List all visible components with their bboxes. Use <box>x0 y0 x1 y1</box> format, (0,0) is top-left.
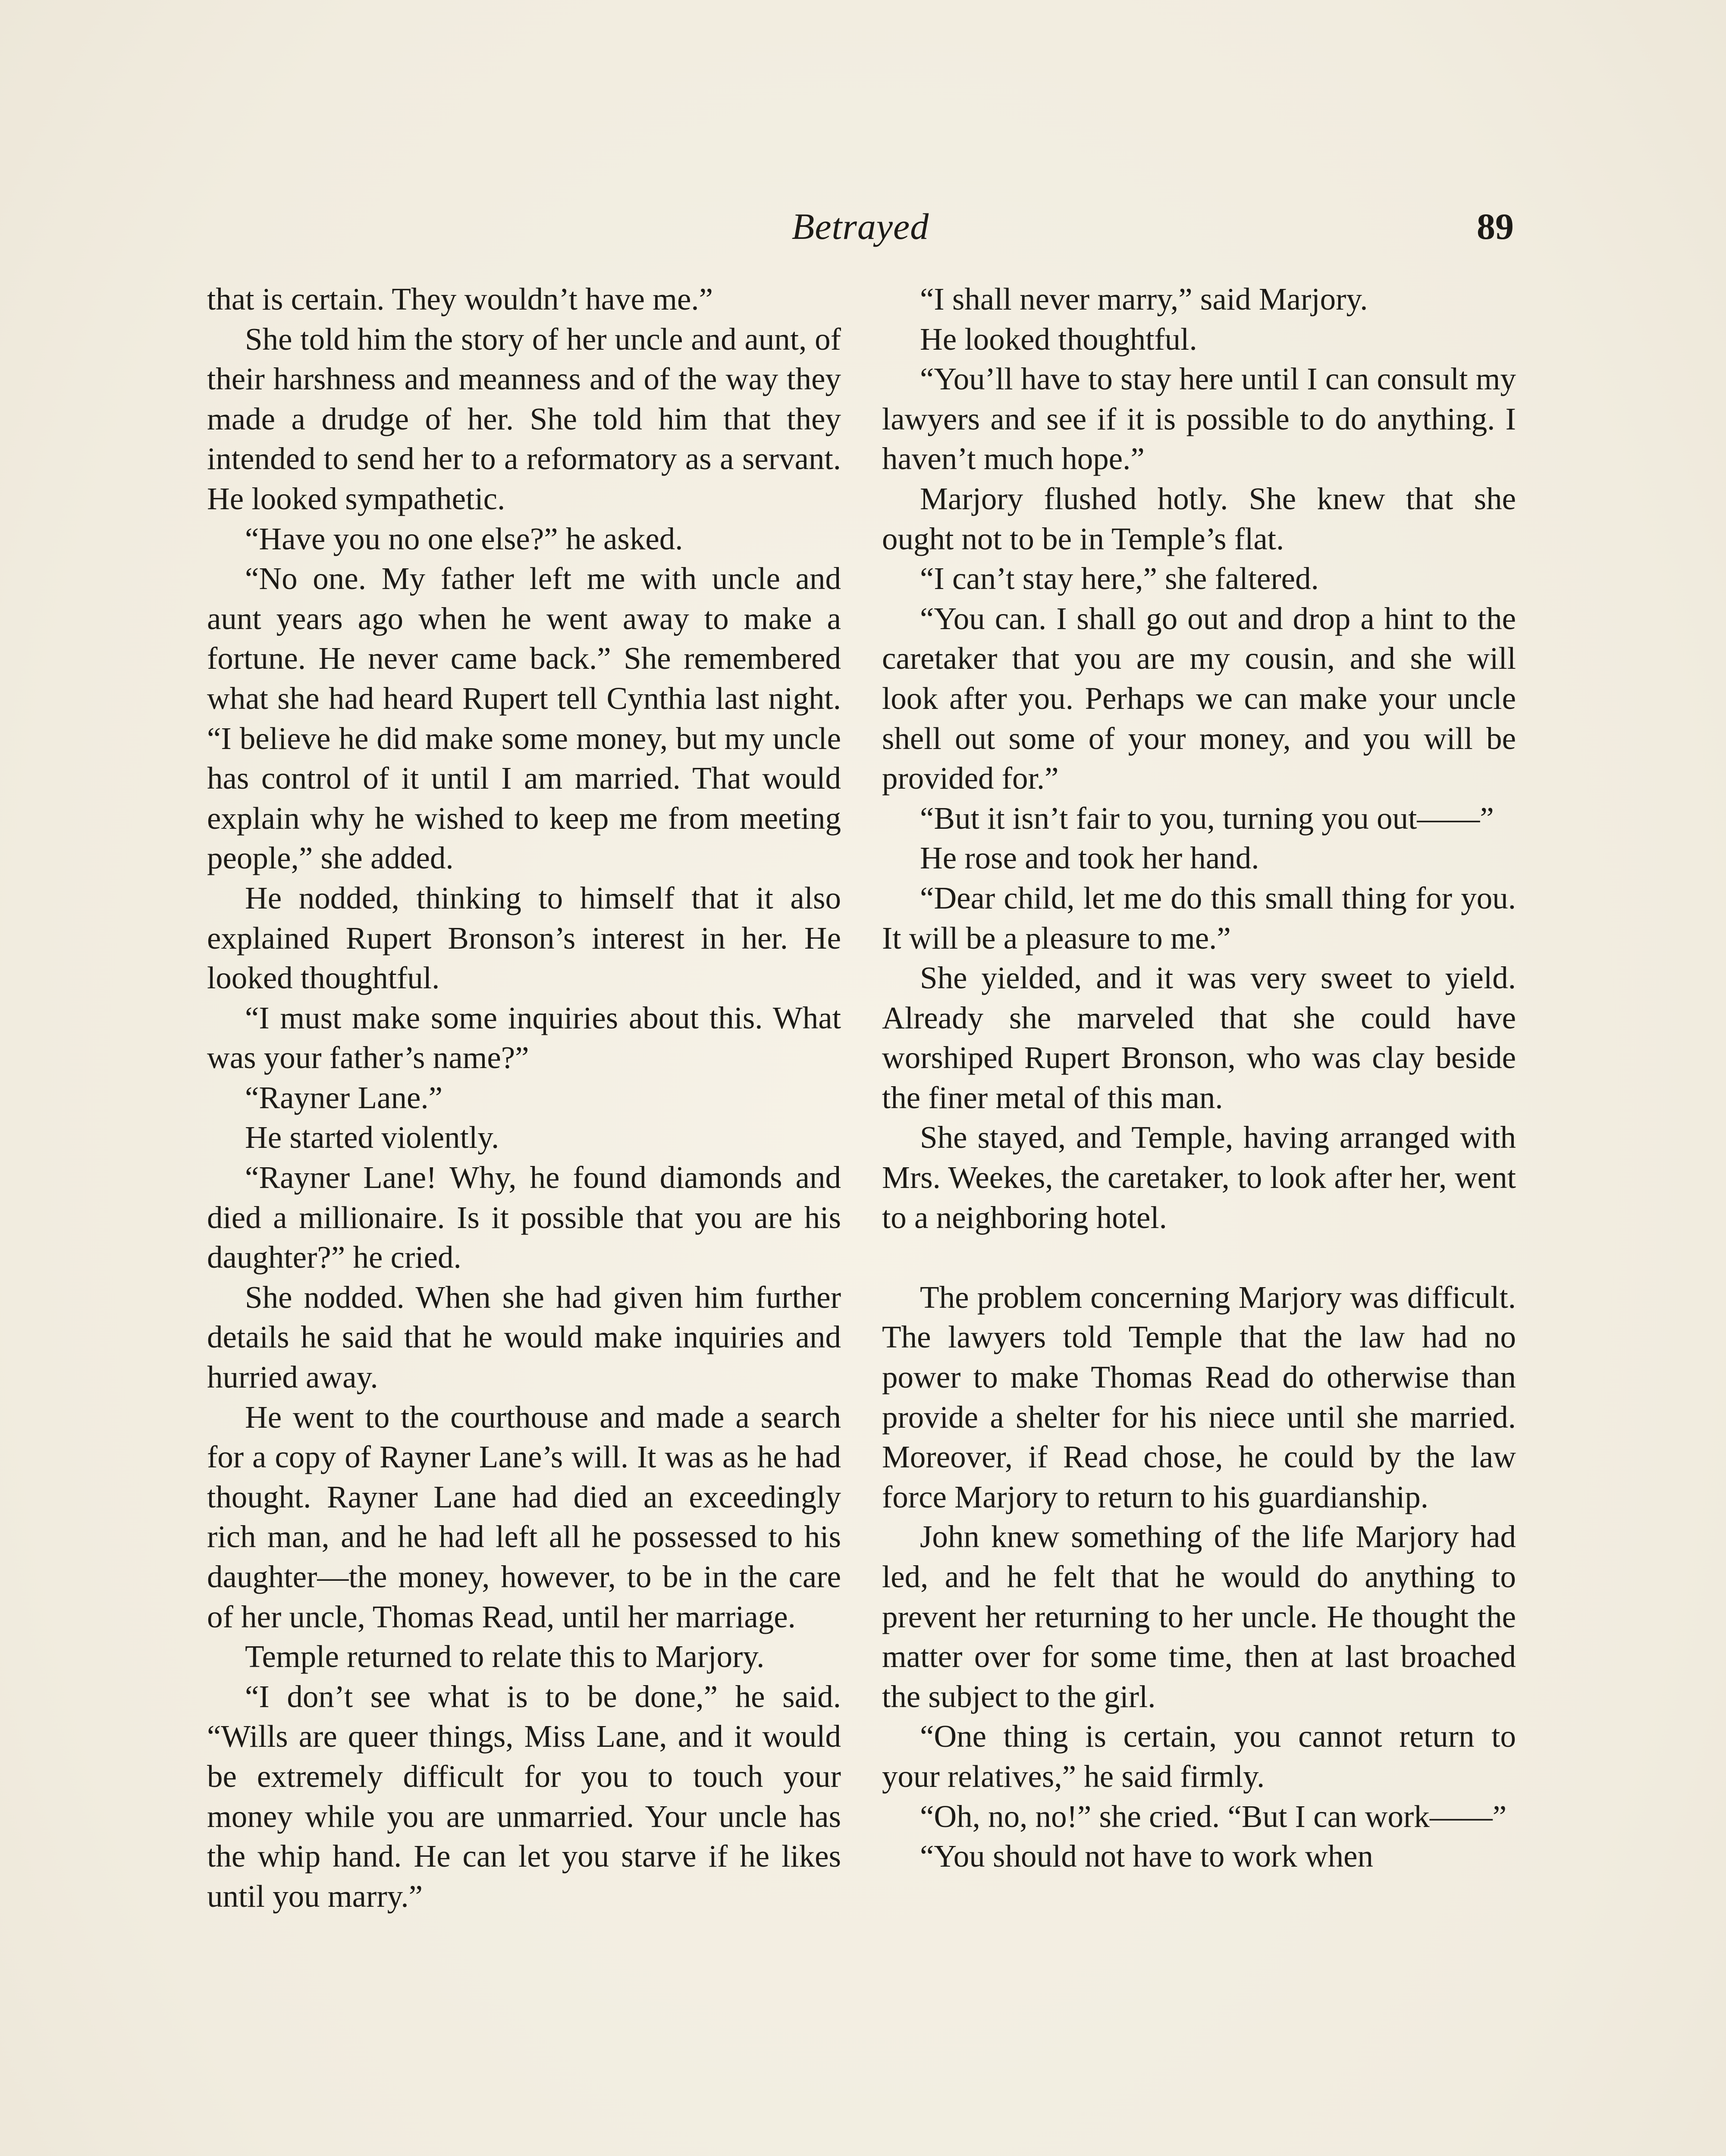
paragraph: “But it isn’t fair to you, turning you out——” <box>920 800 1494 836</box>
paragraph: “I don’t see what is to be done,” he said. “Wills are queer things, Miss Lane, and it would be extremely difficult for you to touch your money while you are unmarried. Your uncle has the whip hand. He can let you starve if he likes until you marry.” <box>207 1679 841 1914</box>
paragraph: “Dear child, let me do this small thing for you. It will be a pleasure to me.” <box>882 880 1516 956</box>
left-text-column <box>207 279 841 1916</box>
paragraph: John knew something of the life Marjory had led, and he felt that he would do anything to prevent her returning to her uncle. He thought the matter over for some time, then at last broached the subject to the girl. <box>882 1519 1516 1714</box>
paragraph: “Rayner Lane.” <box>245 1080 442 1115</box>
paragraph: “You can. I shall go out and drop a hint to the caretaker that you are my cousin, and she will look after you. Perhaps we can make your uncle shell out some of your money, and you will be provided for.” <box>882 601 1516 796</box>
paragraph: that is certain. They wouldn’t have me.” <box>207 282 713 317</box>
paragraph: “Rayner Lane! Why, he found diamonds and died a millionaire. Is it possible that you are his daughter?” he cried. <box>207 1160 841 1275</box>
paragraph: She told him the story of her uncle and aunt, of their harshness and meanness and of the way they made a drudge of her. She told him that they intended to send her to a reformatory as a servant. He looked sympathetic. <box>207 321 841 516</box>
paragraph: He looked thoughtful. <box>920 321 1197 357</box>
paragraph: She nodded. When she had given him further details he said that he would make inquiries and hurried away. <box>207 1279 841 1395</box>
paragraph: Marjory flushed hotly. She knew that she ought not to be in Temple’s flat. <box>882 481 1516 556</box>
paragraph: “You’ll have to stay here until I can consult my lawyers and see if it is possible to do anything. I haven’t much hope.” <box>882 361 1516 476</box>
paragraph: She yielded, and it was very sweet to yield. Already she marveled that she could have worshiped Rupert Bronson, who was clay beside the finer metal of this man. <box>882 960 1516 1115</box>
paragraph: He rose and took her hand. <box>920 840 1259 876</box>
right-text-column <box>882 279 1516 1877</box>
section-break <box>882 1238 1516 1278</box>
page-number: 89 <box>1477 206 1514 247</box>
paragraph: She stayed, and Temple, having arranged with Mrs. Weekes, the caretaker, to look after her, went to a neighboring hotel. <box>882 1120 1516 1235</box>
paragraph: “I shall never marry,” said Marjory. <box>920 282 1368 317</box>
paragraph: “You should not have to work when <box>920 1839 1374 1874</box>
paragraph: “Have you no one else?” he asked. <box>245 521 683 556</box>
paragraph: He nodded, thinking to himself that it also explained Rupert Bronson’s interest in her. He looked thoughtful. <box>207 880 841 996</box>
paragraph: “One thing is certain, you cannot return to your relatives,” he said firmly. <box>882 1719 1516 1794</box>
paragraph: “Oh, no, no!” she cried. “But I can work——” <box>920 1799 1507 1834</box>
paragraph: Temple returned to relate this to Marjory. <box>245 1639 765 1674</box>
paragraph: He started violently. <box>245 1120 499 1155</box>
paragraph: “No one. My father left me with uncle and aunt years ago when he went away to make a fortune. He never came back.” She remembered what she had heard Rupert tell Cynthia last night. “I believe he did make some money, but my uncle has control of it until I am married. That would explain why he wished to keep me from meeting people,” she added. <box>207 561 841 876</box>
running-header <box>207 196 1514 257</box>
paragraph: “I can’t stay here,” she faltered. <box>920 561 1319 596</box>
paragraph: “I must make some inquiries about this. What was your father’s name?” <box>207 1000 841 1075</box>
paragraph: He went to the courthouse and made a search for a copy of Rayner Lane’s will. It was as he had thought. Rayner Lane had died an exceedingly rich man, and he had left all he possessed to his daughter—the money, however, to be in the care of her uncle, Thomas Read, until her marriage. <box>207 1399 841 1634</box>
chapter-title: Betrayed <box>791 206 929 247</box>
paragraph: The problem concerning Marjory was difficult. The lawyers told Temple that the law had no power to make Thomas Read do otherwise than provide a shelter for his niece until she married. Moreover, if Read chose, he could by the law force Marjory to return to his guardianship. <box>882 1279 1516 1514</box>
